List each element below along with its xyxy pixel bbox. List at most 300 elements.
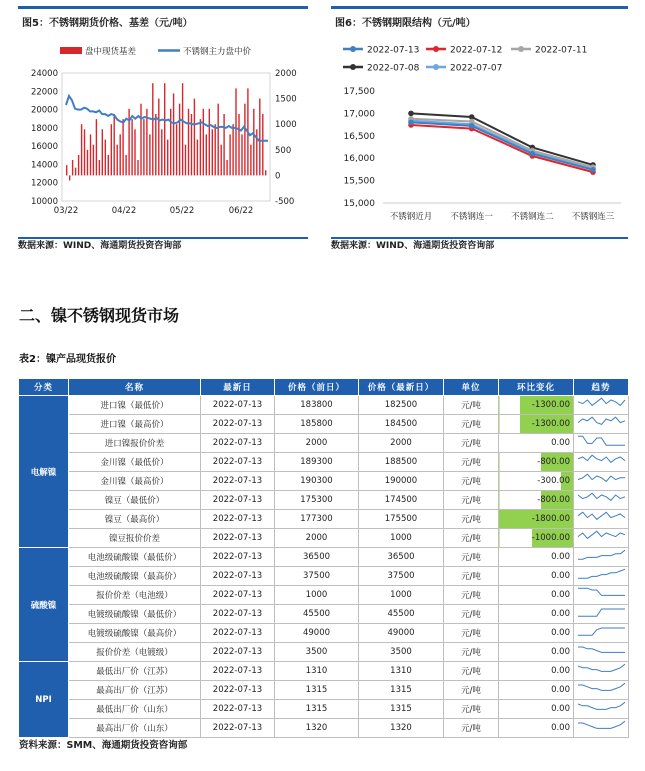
header-category: 分类	[19, 379, 69, 396]
category-cell: NPI	[19, 662, 69, 738]
change-cell	[499, 491, 574, 510]
change-value: 0.00	[551, 571, 570, 581]
legend-bar-label: 盘中现货基差	[85, 47, 137, 57]
category-cell: 电解镍	[19, 396, 69, 548]
unit-cell: 元/吨	[444, 453, 499, 472]
change-cell	[499, 681, 574, 700]
unit-cell: 元/吨	[444, 605, 499, 624]
trend-sparkline-cell	[574, 529, 629, 548]
unit-cell: 元/吨	[444, 415, 499, 434]
change-value: -1300.00	[531, 400, 570, 410]
basis-bar	[250, 145, 251, 176]
unit-cell: 元/吨	[444, 624, 499, 643]
prev-price-cell: 49000	[275, 624, 359, 643]
basis-bar	[105, 140, 106, 176]
sparkline-line	[578, 569, 625, 578]
basis-bar	[229, 134, 230, 175]
section-title: 二、镍不锈钢现货市场	[19, 306, 180, 325]
change-cell	[499, 548, 574, 567]
name-cell: 镍豆报价价差	[69, 529, 201, 548]
x-axis-category-label: 不锈钢连一	[450, 212, 493, 222]
left-axis-tick-label: 14000	[30, 160, 58, 171]
date-cell: 2022-07-13	[201, 662, 275, 681]
table-row	[19, 681, 629, 700]
basis-bar	[117, 145, 118, 176]
basis-bar	[182, 83, 183, 175]
header-change: 环比变化	[499, 379, 574, 396]
legend-label: 2022-07-11	[535, 45, 588, 56]
series-point	[408, 120, 414, 126]
name-cell: 报价价差（电池级）	[69, 586, 201, 605]
latest-price-cell: 37500	[359, 567, 444, 586]
figure-6-source: 数据来源：WIND、海通期货投资咨询部	[331, 241, 495, 251]
sparkline-line	[578, 474, 625, 481]
table-row	[19, 491, 629, 510]
change-value: 0.00	[551, 438, 570, 448]
left-axis-tick-label: 20000	[30, 105, 58, 116]
trend-sparkline-cell	[574, 548, 629, 567]
figure-5-title: 图5：不锈钢期货价格、基差（元/吨）	[22, 18, 193, 29]
basis-bar	[155, 114, 156, 175]
unit-cell: 元/吨	[444, 643, 499, 662]
figure-6-panel	[331, 6, 628, 239]
table-row	[19, 624, 629, 643]
table-row	[19, 472, 629, 491]
change-cell	[499, 472, 574, 491]
trend-sparkline-cell	[574, 662, 629, 681]
sparkline-line	[578, 398, 625, 405]
unit-cell: 元/吨	[444, 662, 499, 681]
unit-cell: 元/吨	[444, 719, 499, 738]
change-cell	[499, 586, 574, 605]
left-axis-tick-label: 24000	[30, 69, 58, 79]
change-cell	[499, 643, 574, 662]
latest-price-cell: 3500	[359, 643, 444, 662]
basis-bar	[90, 134, 91, 175]
trend-sparkline	[575, 643, 628, 658]
trend-sparkline-cell	[574, 396, 629, 415]
y-axis-tick-label: 15,000	[343, 199, 375, 209]
legend-item	[511, 46, 587, 56]
trend-sparkline	[575, 662, 628, 677]
table-row	[19, 586, 629, 605]
basis-bar	[149, 134, 150, 175]
trend-sparkline-cell	[574, 472, 629, 491]
basis-bar	[81, 124, 82, 175]
trend-sparkline	[575, 529, 628, 544]
trend-sparkline-cell	[574, 643, 629, 662]
y-axis-tick-label: 15,500	[343, 176, 375, 187]
prev-price-cell: 183800	[275, 396, 359, 415]
trend-sparkline	[575, 453, 628, 468]
name-cell: 金川镍（最低价）	[69, 453, 201, 472]
latest-price-cell: 45500	[359, 605, 444, 624]
change-value: 0.00	[551, 685, 570, 695]
basis-bar	[152, 83, 153, 175]
basis-bar	[212, 129, 213, 175]
latest-price-cell: 174500	[359, 491, 444, 510]
header-latest-price: 价格（最新日）	[359, 379, 444, 396]
right-axis-tick-label: 500	[275, 145, 292, 156]
table-row	[19, 529, 629, 548]
trend-sparkline-cell	[574, 491, 629, 510]
basis-bar	[158, 99, 159, 176]
x-axis-category-label: 不锈钢连二	[511, 212, 554, 222]
basis-bar	[265, 170, 266, 175]
name-cell: 金川镍（最高价）	[69, 472, 201, 491]
series-point	[469, 123, 475, 129]
unit-cell: 元/吨	[444, 700, 499, 719]
nickel-spot-price-table	[18, 378, 629, 738]
trend-sparkline	[575, 548, 628, 563]
table-caption: 表2：镍产品现货报价	[19, 354, 116, 365]
x-axis-category-label: 不锈钢连三	[571, 212, 615, 222]
prev-price-cell: 1000	[275, 586, 359, 605]
right-axis-tick-label: 2000	[275, 69, 297, 79]
legend-swatch-marker	[518, 46, 524, 52]
basis-bar	[206, 134, 207, 175]
table-row	[19, 548, 629, 567]
change-value: 0.00	[551, 552, 570, 562]
x-axis-category-label: 不锈钢近月	[389, 212, 433, 222]
basis-bar	[197, 140, 198, 176]
prev-price-cell: 1315	[275, 700, 359, 719]
latest-price-cell: 1315	[359, 681, 444, 700]
date-cell: 2022-07-13	[201, 567, 275, 586]
date-cell: 2022-07-13	[201, 510, 275, 529]
trend-sparkline	[575, 719, 628, 734]
change-cell	[499, 396, 574, 415]
change-value: -1800.00	[531, 514, 570, 524]
table-header-row	[19, 379, 629, 396]
latest-price-cell: 49000	[359, 624, 444, 643]
trend-sparkline-cell	[574, 681, 629, 700]
sparkline-line	[578, 683, 625, 690]
trend-sparkline	[575, 510, 628, 525]
basis-bar	[167, 140, 168, 176]
table-source: 资料来源：SMM、海通期货投资咨询部	[19, 740, 188, 751]
sparkline-line	[578, 628, 625, 635]
table-row	[19, 510, 629, 529]
basis-bar	[122, 119, 123, 175]
legend-swatch-marker	[433, 64, 439, 70]
trend-sparkline	[575, 681, 628, 696]
prev-price-cell: 175300	[275, 491, 359, 510]
table-row	[19, 700, 629, 719]
y-axis-tick-label: 16,500	[343, 131, 375, 142]
basis-bar	[176, 124, 177, 175]
unit-cell: 元/吨	[444, 567, 499, 586]
basis-bar	[194, 99, 195, 176]
trend-sparkline-cell	[574, 434, 629, 453]
latest-price-cell: 184500	[359, 415, 444, 434]
prev-price-cell: 177300	[275, 510, 359, 529]
change-cell	[499, 719, 574, 738]
latest-price-cell: 2000	[359, 434, 444, 453]
basis-bar	[102, 129, 103, 175]
latest-price-cell: 36500	[359, 548, 444, 567]
date-cell: 2022-07-13	[201, 434, 275, 453]
basis-bar	[241, 134, 242, 175]
trend-sparkline-cell	[574, 624, 629, 643]
change-value: 0.00	[551, 704, 570, 714]
sparkline-line	[578, 664, 625, 671]
sparkline-line	[578, 531, 625, 538]
basis-bar	[200, 119, 201, 175]
legend-swatch-marker	[350, 46, 356, 52]
date-cell: 2022-07-13	[201, 700, 275, 719]
prev-price-cell: 37500	[275, 567, 359, 586]
date-cell: 2022-07-13	[201, 548, 275, 567]
date-cell: 2022-07-13	[201, 643, 275, 662]
latest-price-cell: 1000	[359, 529, 444, 548]
change-value: 0.00	[551, 628, 570, 638]
basis-bar	[218, 104, 219, 176]
change-value: 0.00	[551, 609, 570, 619]
latest-price-cell: 1320	[359, 719, 444, 738]
date-cell: 2022-07-13	[201, 719, 275, 738]
name-cell: 电镀级硫酸镍（最低价）	[69, 605, 201, 624]
chart-legend	[60, 46, 252, 57]
figure-5-source: 数据来源：WIND、海通期货投资咨询部	[18, 241, 182, 251]
trend-sparkline-cell	[574, 453, 629, 472]
figure-6-title: 图6：不锈钢期限结构（元/吨）	[335, 18, 476, 29]
unit-cell: 元/吨	[444, 396, 499, 415]
basis-bar	[179, 104, 180, 176]
name-cell: 电池级硫酸镍（最高价）	[69, 567, 201, 586]
basis-bar	[78, 155, 79, 176]
right-axis-tick-label: -500	[275, 197, 295, 207]
name-cell: 电池级硫酸镍（最低价）	[69, 548, 201, 567]
basis-bar	[99, 160, 100, 175]
prev-price-cell: 3500	[275, 643, 359, 662]
legend-line-label: 不锈钢主力盘中价	[183, 47, 252, 57]
unit-cell: 元/吨	[444, 681, 499, 700]
name-cell: 最低出厂价（山东）	[69, 700, 201, 719]
sparkline-line	[578, 436, 625, 445]
sparkline-line	[578, 702, 625, 709]
basis-bar	[140, 104, 141, 176]
category-cell: 硫酸镍	[19, 548, 69, 662]
legend-item	[343, 64, 420, 74]
change-value: 0.00	[551, 666, 570, 676]
basis-bar	[223, 114, 224, 175]
basis-bar	[232, 124, 233, 175]
sparkline-line	[578, 493, 625, 500]
name-cell: 镍豆（最高价）	[69, 510, 201, 529]
basis-bar	[93, 145, 94, 176]
basis-bar	[143, 119, 144, 175]
right-axis-tick-label: 1000	[275, 120, 297, 131]
x-axis-tick-label: 04/22	[111, 206, 137, 216]
latest-price-cell: 190000	[359, 472, 444, 491]
change-cell	[499, 605, 574, 624]
name-cell: 最高出厂价（江苏）	[69, 681, 201, 700]
name-cell: 进口镍报价价差	[69, 434, 201, 453]
sparkline-line	[578, 417, 625, 424]
figure-5-panel	[18, 6, 308, 239]
header-prev-price: 价格（前日）	[275, 379, 359, 396]
unit-cell: 元/吨	[444, 510, 499, 529]
trend-sparkline-cell	[574, 605, 629, 624]
basis-bar	[164, 83, 165, 175]
date-cell: 2022-07-13	[201, 415, 275, 434]
prev-price-cell: 2000	[275, 529, 359, 548]
prev-price-cell: 2000	[275, 434, 359, 453]
basis-bar	[226, 160, 227, 175]
basis-bar	[221, 145, 222, 176]
latest-price-cell: 175500	[359, 510, 444, 529]
basis-bar	[125, 155, 126, 176]
name-cell: 进口镍（最低价）	[69, 396, 201, 415]
name-cell: 报价价差（电镀级）	[69, 643, 201, 662]
legend-label: 2022-07-08	[367, 63, 420, 74]
y-axis-tick-label: 17,500	[343, 87, 375, 97]
change-cell	[499, 529, 574, 548]
left-axis-tick-label: 10000	[30, 197, 58, 207]
table-row	[19, 719, 629, 738]
basis-bar	[108, 155, 109, 176]
left-axis-tick-label: 12000	[30, 178, 58, 189]
header-unit: 单位	[444, 379, 499, 396]
change-value: -300.00	[537, 476, 570, 486]
basis-bar	[188, 109, 189, 176]
basis-bar	[203, 109, 204, 176]
trend-sparkline-cell	[574, 586, 629, 605]
trend-sparkline	[575, 415, 628, 430]
sparkline-line	[578, 609, 625, 616]
unit-cell: 元/吨	[444, 434, 499, 453]
prev-price-cell: 185800	[275, 415, 359, 434]
table-row	[19, 662, 629, 681]
y-axis-tick-label: 17,000	[343, 109, 375, 120]
prev-price-cell: 1315	[275, 681, 359, 700]
series-point	[530, 151, 536, 157]
table-row	[19, 567, 629, 586]
basis-price-chart	[18, 31, 308, 231]
header-name: 名称	[69, 379, 201, 396]
series-point	[408, 111, 414, 117]
trend-sparkline	[575, 586, 628, 601]
x-axis-tick-label: 06/22	[228, 206, 254, 216]
name-cell: 进口镍（最高价）	[69, 415, 201, 434]
y-axis-tick-label: 16,000	[343, 154, 375, 165]
trend-sparkline-cell	[574, 700, 629, 719]
date-cell: 2022-07-13	[201, 396, 275, 415]
basis-bar	[262, 114, 263, 175]
name-cell: 最低出厂价（江苏）	[69, 662, 201, 681]
change-cell	[499, 624, 574, 643]
trend-sparkline	[575, 434, 628, 449]
date-cell: 2022-07-13	[201, 453, 275, 472]
change-cell	[499, 415, 574, 434]
header-date: 最新日	[201, 379, 275, 396]
series-line	[411, 121, 593, 169]
sparkline-line	[578, 455, 625, 462]
trend-sparkline	[575, 472, 628, 487]
basis-bar	[75, 168, 76, 176]
prev-price-cell: 1320	[275, 719, 359, 738]
header-trend: 趋势	[574, 379, 629, 396]
change-cell	[499, 700, 574, 719]
latest-price-cell: 188500	[359, 453, 444, 472]
legend-item	[343, 46, 419, 56]
legend-swatch-marker	[433, 46, 439, 52]
trend-sparkline	[575, 567, 628, 582]
basis-bar	[170, 109, 171, 176]
unit-cell: 元/吨	[444, 548, 499, 567]
date-cell: 2022-07-13	[201, 472, 275, 491]
date-cell: 2022-07-13	[201, 605, 275, 624]
sparkline-line	[578, 647, 625, 652]
change-value: 0.00	[551, 723, 570, 733]
trend-sparkline-cell	[574, 415, 629, 434]
table-row	[19, 453, 629, 472]
basis-bar	[84, 129, 85, 175]
basis-bar	[111, 124, 112, 175]
basis-bar	[253, 109, 254, 176]
name-cell: 镍豆（最低价）	[69, 491, 201, 510]
change-value: 0.00	[551, 590, 570, 600]
basis-bar	[185, 145, 186, 176]
basis-bar	[209, 109, 210, 176]
legend-swatch-marker	[350, 64, 356, 70]
table-row	[19, 415, 629, 434]
latest-price-cell: 182500	[359, 396, 444, 415]
basis-bar	[120, 134, 121, 175]
change-value: -1300.00	[531, 419, 570, 429]
change-cell	[499, 434, 574, 453]
trend-sparkline	[575, 624, 628, 639]
basis-bar	[235, 88, 236, 175]
x-axis-tick-label: 05/22	[169, 206, 195, 216]
basis-bar	[244, 104, 245, 176]
series-line	[411, 122, 593, 169]
change-value: -800.00	[537, 457, 570, 467]
name-cell: 最高出厂价（山东）	[69, 719, 201, 738]
sparkline-line	[578, 588, 625, 595]
sparkline-line	[578, 512, 625, 519]
trend-sparkline	[575, 700, 628, 715]
basis-bar	[238, 114, 239, 175]
change-value: -800.00	[537, 495, 570, 505]
right-axis-tick-label: 1500	[275, 94, 297, 105]
series-point	[590, 167, 596, 173]
basis-bar	[66, 165, 67, 175]
basis-bar	[173, 94, 174, 176]
basis-bar	[69, 175, 70, 180]
table-row	[19, 396, 629, 415]
change-cell	[499, 662, 574, 681]
prev-price-cell: 45500	[275, 605, 359, 624]
legend-label: 2022-07-12	[450, 45, 503, 56]
prev-price-cell: 189300	[275, 453, 359, 472]
x-axis-tick-label: 03/22	[53, 206, 79, 216]
change-cell	[499, 510, 574, 529]
basis-bar	[96, 119, 97, 175]
prev-price-cell: 1310	[275, 662, 359, 681]
trend-sparkline-cell	[574, 719, 629, 738]
basis-bar	[131, 119, 132, 175]
legend-item	[426, 46, 502, 56]
trend-sparkline-cell	[574, 567, 629, 586]
name-cell: 电镀级硫酸镍（最高价）	[69, 624, 201, 643]
right-axis-tick-label: 0	[275, 171, 281, 182]
trend-sparkline-cell	[574, 510, 629, 529]
unit-cell: 元/吨	[444, 586, 499, 605]
trend-sparkline	[575, 396, 628, 411]
date-cell: 2022-07-13	[201, 624, 275, 643]
